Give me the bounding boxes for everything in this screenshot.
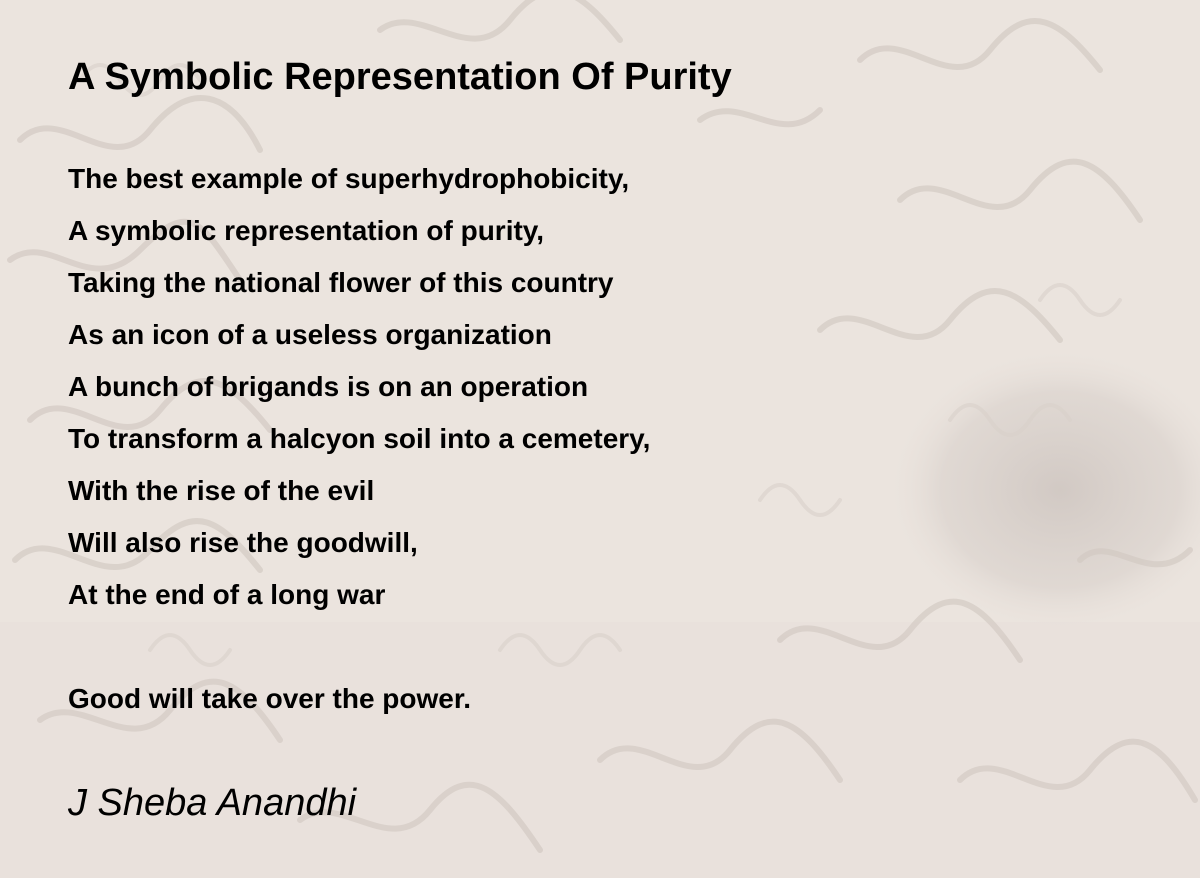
poem-line: A bunch of brigands is on an operation [68,371,589,402]
poem-body [68,153,650,725]
poem-line: To transform a halcyon soil into a cemetery, [68,423,651,454]
poem-line: Good will take over the power. [68,683,471,714]
poem-title: A Symbolic Representation Of Purity [68,56,732,98]
stanza [68,153,650,621]
poem-line: A symbolic representation of purity, [68,215,545,246]
poem-line: The best example of superhydrophobicity, [68,163,630,194]
poem-line: With the rise of the evil [68,475,375,506]
poem-author: J Sheba Anandhi [68,782,357,824]
poem-line: Taking the national flower of this country [68,267,614,298]
stanza [68,673,650,725]
poem-line: At the end of a long war [68,579,386,610]
poem-line: Will also rise the goodwill, [68,527,418,558]
poem-line: As an icon of a useless organization [68,319,552,350]
